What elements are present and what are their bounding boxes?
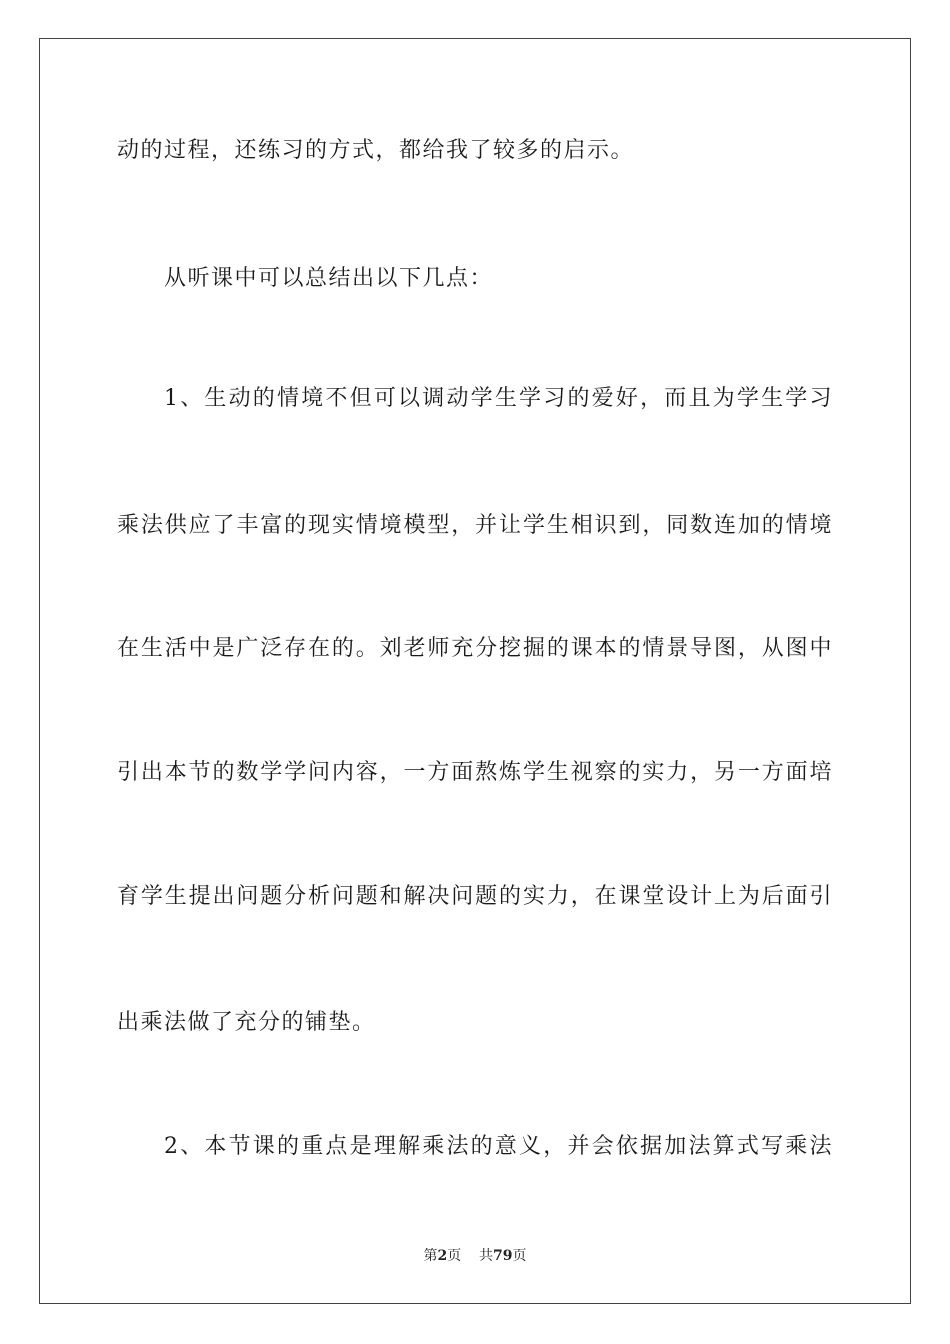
total-pages: 79 bbox=[493, 1248, 513, 1264]
paragraph-line: 1、生动的情境不但可以调动学生学习的爱好，而且为学生学习 bbox=[164, 386, 833, 411]
paragraph-line: 动的过程，还练习的方式，都给我了较多的启示。 bbox=[117, 138, 635, 163]
page-border bbox=[39, 38, 911, 1304]
page-footer bbox=[0, 1247, 950, 1265]
total-prefix: 共 bbox=[479, 1248, 494, 1264]
total-suffix: 页 bbox=[512, 1248, 527, 1264]
paragraph-line: 从听课中可以总结出以下几点： bbox=[164, 266, 494, 291]
page-number: 2 bbox=[437, 1248, 448, 1264]
paragraph-line: 出乘法做了充分的铺垫。 bbox=[117, 1010, 376, 1035]
page-suffix: 页 bbox=[447, 1248, 462, 1264]
paragraph-line: 育学生提出问题分析问题和解决问题的实力，在课堂设计上为后面引 bbox=[117, 884, 833, 909]
paragraph-line: 在生活中是广泛存在的。刘老师充分挖掘的课本的情景导图，从图中 bbox=[117, 636, 833, 661]
paragraph-line: 乘法供应了丰富的现实情境模型，并让学生相识到，同数连加的情境 bbox=[117, 513, 833, 538]
page-prefix: 第 bbox=[423, 1248, 438, 1264]
paragraph-line: 2、本节课的重点是理解乘法的意义，并会依据加法算式写乘法 bbox=[164, 1134, 833, 1159]
paragraph-line: 引出本节的数学学问内容，一方面熬炼学生视察的实力，另一方面培 bbox=[117, 760, 833, 785]
